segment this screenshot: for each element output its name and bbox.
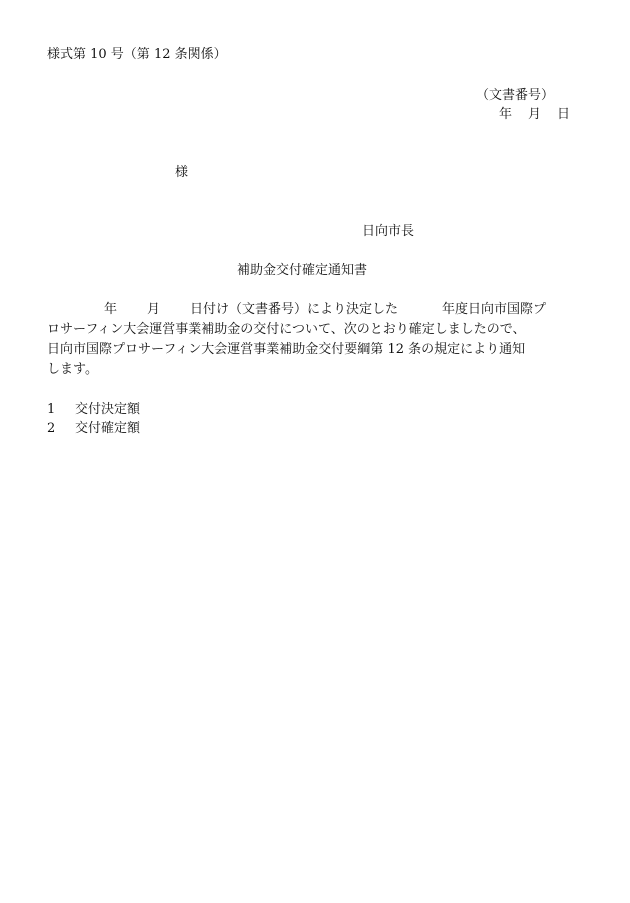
body-year-label: 年 (104, 302, 118, 317)
body-line1-text: 日付け（文書番号）により決定した (190, 302, 399, 317)
date-month-label: 月 (528, 107, 542, 122)
recipient-honorific: 様 (175, 165, 189, 180)
item-number: 1 (47, 402, 56, 417)
amount-items-list (47, 400, 140, 438)
list-item (47, 419, 140, 438)
issuer-name: 日向市長 (362, 224, 415, 239)
body-line-3: 日向市国際プロサーフィン大会運営事業補助金交付要綱第 12 条の規定により通知 (47, 342, 526, 357)
document-number-placeholder: （文書番号） (476, 88, 555, 103)
body-month-label: 月 (147, 302, 161, 317)
date-day-label: 日 (557, 107, 571, 122)
date-line (499, 108, 570, 121)
list-item (47, 400, 140, 419)
body-paragraph (47, 300, 587, 380)
body-line-4: します。 (47, 362, 98, 377)
date-year-label: 年 (499, 107, 513, 122)
item-number: 2 (47, 421, 56, 436)
item-label: 交付決定額 (75, 402, 141, 417)
item-label: 交付確定額 (75, 421, 141, 436)
form-number: 様式第 10 号（第 12 条関係） (47, 47, 227, 62)
body-fiscal-year-text: 年度日向市国際プ (442, 302, 547, 317)
body-line-2: ロサーフィン大会運営事業補助金の交付について、次のとおり確定しましたので、 (47, 322, 526, 337)
document-title: 補助金交付確定通知書 (237, 263, 368, 278)
body-line-1 (47, 300, 587, 320)
